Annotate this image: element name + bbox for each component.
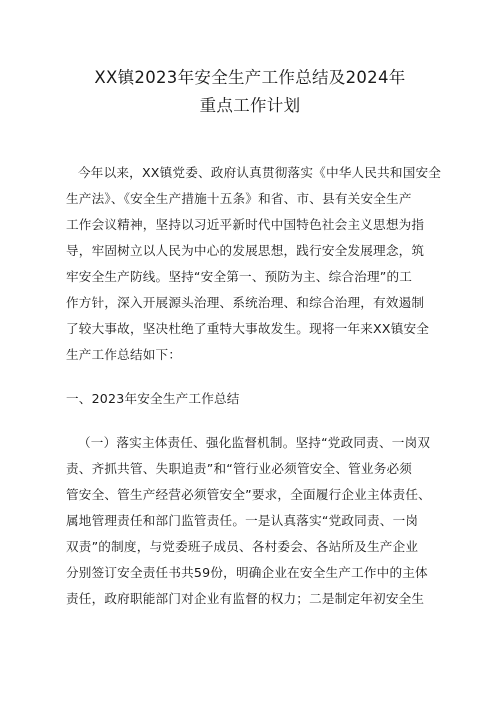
- section-1-line: 双责”的制度，与党委班子成员、各村委会、各站所及生产企业: [66, 539, 419, 554]
- intro-line: 生产法》、《安全生产措施十五条》和省、市、县有关安全生产: [66, 191, 412, 206]
- section-1-line: 分别签订安全责任书共59份，明确企业在安全生产工作中的主体: [66, 565, 428, 580]
- intro-line: 作方针，深入开展源头治理、系统治理、和综合治理，有效遏制: [66, 295, 425, 310]
- section-1-heading: 一、2023年安全生产工作总结: [66, 391, 240, 406]
- section-1-line: 属地管理责任和部门监管责任。一是认真落实“党政同责、一岗: [66, 513, 419, 528]
- intro-line: 牢安全生产防线。坚持“安全第一、预防为主、综合治理”的工: [66, 269, 413, 284]
- intro-line: 生产工作总结如下：: [66, 347, 182, 362]
- section-1-line: 责任，政府职能部门对企业有监督的权力；二是制定年初安全生: [66, 591, 425, 606]
- intro-line: 导，牢固树立以人民为中心的发展思想，践行安全发展理念，筑: [66, 243, 425, 258]
- section-1-line: 管安全、管生产经营必须管安全”要求，全面履行企业主体责任、: [66, 487, 431, 502]
- intro-line: 今年以来，XX镇党委、政府认真贯彻落实《中华人民共和国安全: [78, 165, 442, 180]
- document-title-line-2: 重点工作计划: [199, 96, 301, 115]
- document-title-line-1: XX镇2023年安全生产工作总结及2024年: [94, 68, 406, 87]
- intro-line: 工作会议精神，坚持以习近平新时代中国特色社会主义思想为指: [66, 217, 425, 232]
- section-1-line: （一）落实主体责任、强化监督机制。坚持“党政同责、一岗双: [78, 435, 431, 450]
- intro-line: 了较大事故，坚决杜绝了重特大事故发生。现将一年来XX镇安全: [66, 321, 430, 336]
- section-1-line: 责、齐抓共管、失职追责”和“管行业必须管安全、管业务必须: [66, 461, 413, 476]
